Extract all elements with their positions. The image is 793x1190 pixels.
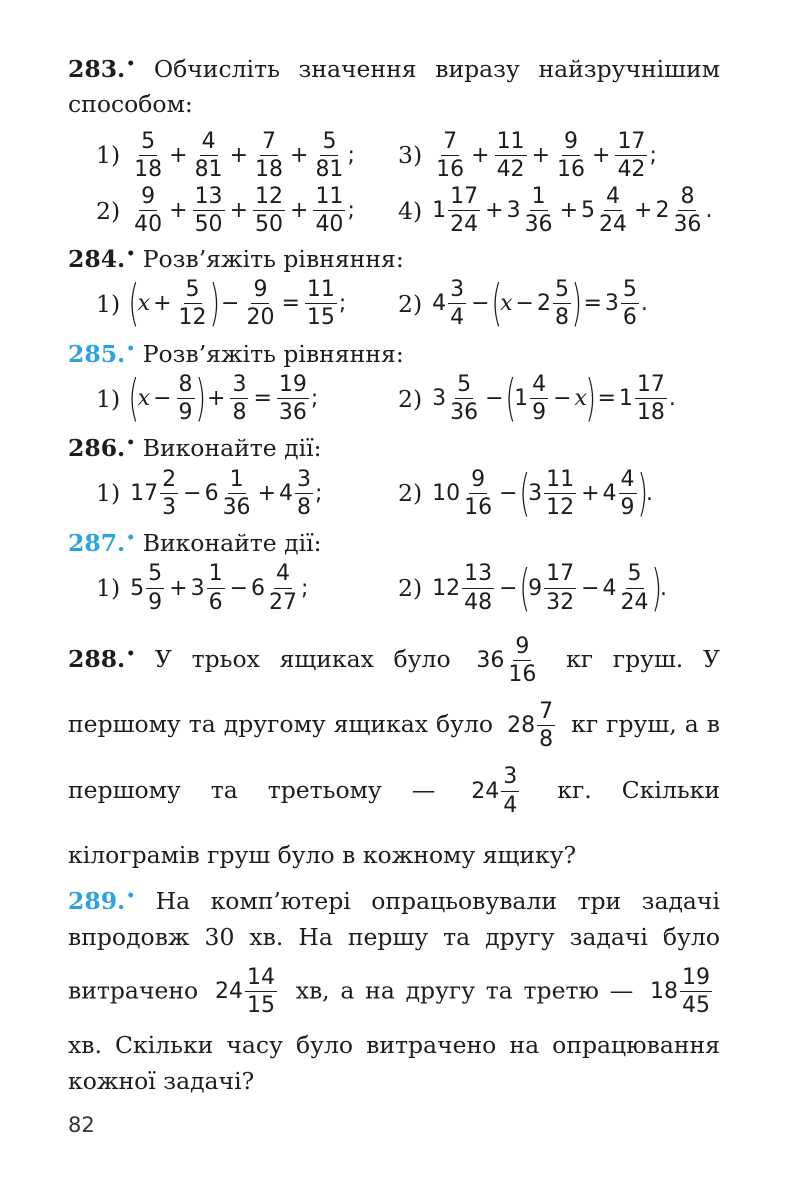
page-number: 82 <box>68 1113 95 1137</box>
problem-284-row: 1) ( x + $\frac{5}{12}$ ) − $\frac{9}{20}$ = $\frac{11}{15}$ ; 2) 4 $\frac{3}{4}$ − ( x − 2 $\frac{5}{8}$ ) = 3 $\frac{5}{6}$ . <box>96 274 648 333</box>
equation: ( x + $\frac{5}{12}$ ) − $\frac{9}{20}$ = $\frac{11}{15}$ ; <box>128 274 347 333</box>
expression: $\frac{7}{16}$ + $\frac{11}{42}$ + $\frac{9}{16}$ + $\frac{17}{42}$ ; <box>436 128 657 182</box>
problem-287: 287.• Виконайте дії: <box>68 529 322 558</box>
problem-283: 283.• Обчисліть значення виразу найзручнішим способом: <box>68 55 720 119</box>
problem-283-row1: 1) $\frac{5}{18}$ + $\frac{4}{81}$ + $\frac{7}{18}$ + $\frac{5}{81}$ ; 3) $\frac{7}{16}$ + $\frac{11}{42}$ + $\frac{9}{16}$ + $\frac{17}{42}$ ; <box>96 128 657 182</box>
expression: $\frac{9}{40}$ + $\frac{13}{50}$ + $\frac{12}{50}$ + $\frac{11}{40}$ ; <box>134 184 355 238</box>
equation: 4 $\frac{3}{4}$ − ( x − 2 $\frac{5}{8}$ ) = 3 $\frac{5}{6}$ . <box>432 274 648 333</box>
problem-285: 285.• Розв’яжіть рівняння: <box>68 339 404 368</box>
mixed-number: 36 $\frac{9}{16}$ <box>476 633 537 688</box>
mixed-number: 18 $\frac{19}{45}$ <box>649 964 710 1019</box>
problem-287-row: 1) 5 $\frac{5}{9}$ + 3 $\frac{1}{6}$ − 6 $\frac{4}{27}$ ; 2) 12 $\frac{13}{48}$ − ( 9 $\frac{17}{32}$ − 4 $\frac{5}{24}$ ) . <box>96 558 668 617</box>
mixed-number: 24 $\frac{3}{4}$ <box>471 764 518 818</box>
equation: ( x − $\frac{8}{9}$ ) + $\frac{3}{8}$ = $\frac{19}{36}$ ; <box>128 369 319 428</box>
expression: 10 $\frac{9}{16}$ − ( 3 $\frac{11}{12}$ + 4 $\frac{4}{9}$ ) . <box>432 463 654 522</box>
expression: 17 $\frac{2}{3}$ − 6 $\frac{1}{36}$ + 4 $\frac{3}{8}$ ; <box>130 466 323 520</box>
mixed-number: 28 $\frac{7}{8}$ <box>507 699 554 753</box>
problem-284: 284.• Розв’яжіть рівняння: <box>68 244 404 273</box>
problem-283-row2: 2) $\frac{9}{40}$ + $\frac{13}{50}$ + $\frac{12}{50}$ + $\frac{11}{40}$ ; 4) 1 $\frac{17}{24}$ + 3 $\frac{1}{36}$ + 5 $\frac{4}{24}$ + 2 $\frac{8}{36}$ . <box>96 184 713 238</box>
problem-286: 286.• Виконайте дії: <box>68 434 322 463</box>
problem-number: 283. <box>68 55 126 83</box>
expression: 12 $\frac{13}{48}$ − ( 9 $\frac{17}{32}$ − 4 $\frac{5}{24}$ ) . <box>432 558 668 617</box>
problem-289: 289.• На комп’ютері опрацьовували три задачі впродовж 30 хв. На першу та другу задачі було витрачено 24 $\frac{14}{15}$ хв, а на другу та третю — 18 $\frac{19}{45}$ хв. Скільки часу було витрачено на опрацювання кожної задачі? <box>68 887 720 1095</box>
expression: 1 $\frac{17}{24}$ + 3 $\frac{1}{36}$ + 5 $\frac{4}{24}$ + 2 $\frac{8}{36}$ . <box>432 184 713 238</box>
expression: $\frac{5}{18}$ + $\frac{4}{81}$ + $\frac{7}{18}$ + $\frac{5}{81}$ ; <box>134 128 355 182</box>
expression: 5 $\frac{5}{9}$ + 3 $\frac{1}{6}$ − 6 $\frac{4}{27}$ ; <box>130 561 309 615</box>
problem-286-row: 1) 17 $\frac{2}{3}$ − 6 $\frac{1}{36}$ + 4 $\frac{3}{8}$ ; 2) 10 $\frac{9}{16}$ − ( 3 $\frac{11}{12}$ + 4 $\frac{4}{9}$ ) . <box>96 463 654 522</box>
problem-285-row: 1) ( x − $\frac{8}{9}$ ) + $\frac{3}{8}$ = $\frac{19}{36}$ ; 2) 3 $\frac{5}{36}$ − ( 1 $\frac{4}{9}$ − x ) = 1 $\frac{17}{18}$ . <box>96 369 676 428</box>
mixed-number: 24 $\frac{14}{15}$ <box>214 964 275 1019</box>
page-content <box>68 52 720 1099</box>
problem-288: 288.• У трьох ящиках було 36 $\frac{9}{16}$ кг груш. У першому та другому ящиках було 28 $\frac{7}{8}$ кг груш, а в першому та третьому — 24 $\frac{3}{4}$ кг. Скільки кілограмів груш було в кожному ящику? <box>68 627 720 888</box>
equation: 3 $\frac{5}{36}$ − ( 1 $\frac{4}{9}$ − x ) = 1 $\frac{17}{18}$ . <box>432 369 676 428</box>
problem-text: Обчисліть значення виразу найзручнішим способом: <box>68 55 720 119</box>
